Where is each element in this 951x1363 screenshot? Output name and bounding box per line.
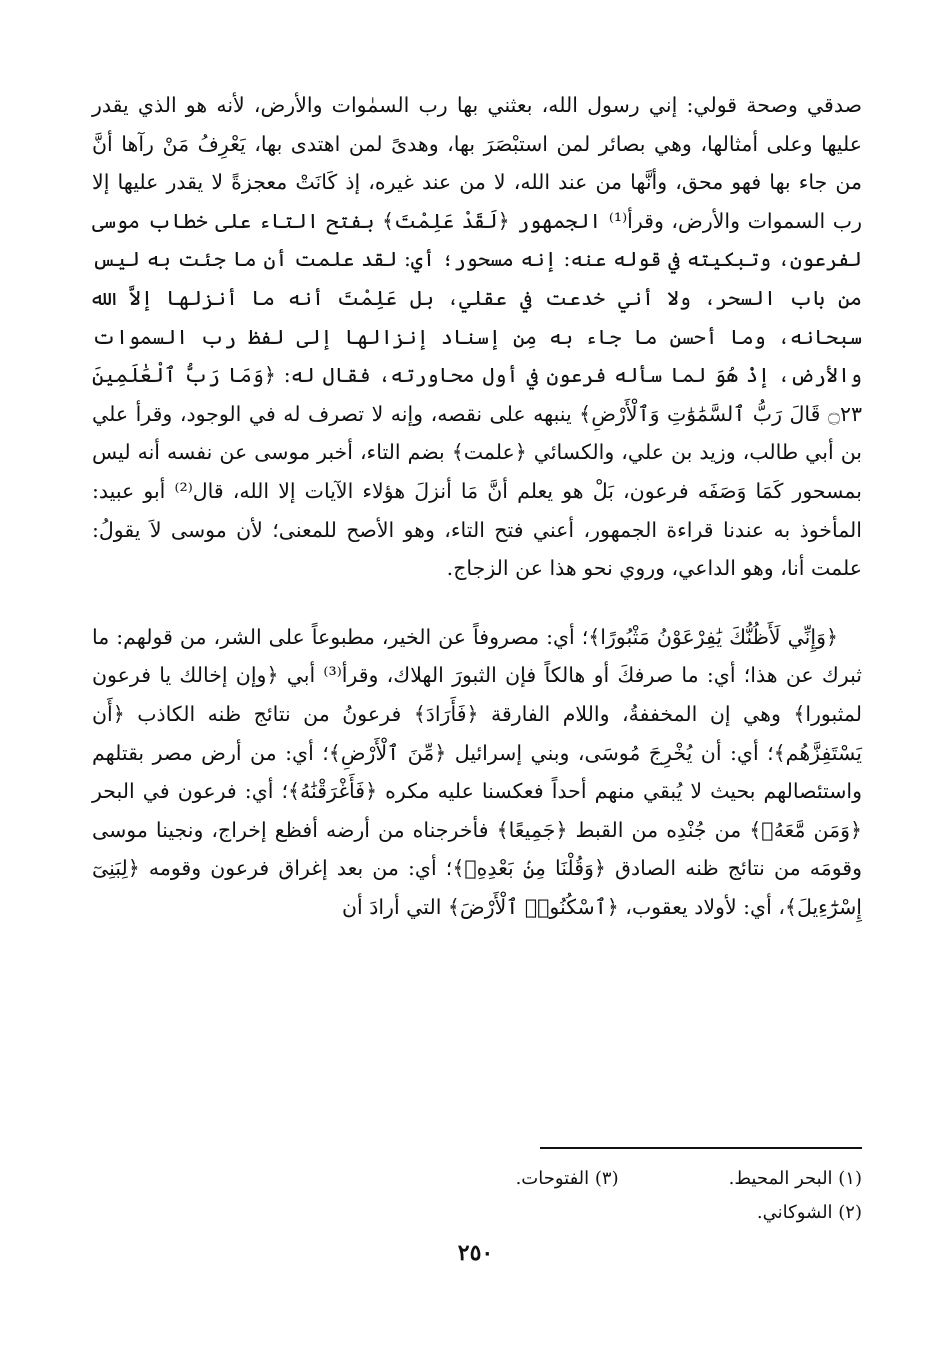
page-number: ٢٥٠	[457, 1240, 494, 1266]
footnote-row-1	[300, 1162, 862, 1196]
footnote-row-2	[300, 1196, 862, 1230]
main-text	[92, 86, 862, 926]
footnotes	[300, 1162, 862, 1230]
paragraph-1: صدقي وصحة قولي: إني رسول الله، بعثني بها رب السمٰوات والأرض، لأنه هو الذي يقدر عليها وعلى أمثالها، وهي بصائر لمن استبْصَرَ بها، وهدىً لمن اهتدى بها، يَعْرِفُ مَنْ رآها أنَّ من جاء بها فهو محق، وأنَّها من عند الله، لا من عند غيره، إذ كَانَتْ معجزةً لا يقدر عليها إلا رب السموات والأرض، وقرأ⁽¹⁾ الجمهور ﴿لَقَدْ عَلِمْتَ﴾ بفتح التاء على خطاب موسى لفرعون، وتبكيته في قوله عنه: إنه مسحور؛ أي: لقد علمت أن ما جئت به ليس من باب السحر، ولا أني خدعت في عقلي، بل عَلِمْتَ أنه ما أنزلها إلاَّ الله سبحانه، وما أحسن ما جاء به مِن إسناد إنزالها إلى لفظ رب السموات والأرض، إذْ هُوَ لما سأله فرعون في أول محاورته، فقال له: ﴿وَمَا رَبُّ ٱلْعَٰلَمِينَ ۝٢٣ قَالَ رَبُّ ٱلسَّمَٰوَٰتِ وَٱلْأَرْضِ﴾ ينبهه على نقصه، وإنه لا تصرف له في الوجود، وقرأ علي بن أبي طالب، وزيد بن علي، والكسائي ﴿علمت﴾ بضم التاء، أخبر موسى عن نفسه أنه ليس بمسحور كَمَا وَصَفَه فرعون، بَلْ هو يعلم أنَّ مَا أنزلَ هؤلاء الآيات إلا الله، قال⁽²⁾ أبو عبيد: المأخوذ به عندنا قراءة الجمهور، أعني فتح التاء، وهو الأصح للمعنى؛ لأن موسى لاَ يقولُ: علمت أنا، وهو الداعي، وروي نحو هذا عن الزجاج.	[92, 93, 862, 581]
footnote-2: (٢) الشوكاني.	[756, 1202, 862, 1223]
paragraph-2: ﴿وَإِنِّي لَأَظُنُّكَ يَٰفِرْعَوْنُ مَثْبُورًا﴾؛ أي: مصروفاً عن الخير، مطبوعاً على الشر، من قولهم: ما ثبرك عن هذا؛ أي: ما صرفكَ أو هالكاً فإن الثبورَ الهلاك، وقرأ⁽³⁾ أبي ﴿وإن إخالك يا فرعون لمثبورا﴾ وهي إن المخففةُ، واللام الفارقة ﴿فَأَرَادَ﴾ فرعونُ من نتائج ظنه الكاذب ﴿أَن يَسْتَفِزَّهُم﴾؛ أي: أن يُخْرِجَ مُوسَى، وبني إسرائيل ﴿مِّنَ ٱلْأَرْضِ﴾؛ أي: من أرض مصر بقتلهم واستئصالهم بحيث لا يُبقي منهم أحداً فعكسنا عليه مكره ﴿فَأَغْرَقْنَٰهُ﴾؛ أي: فرعون في البحر ﴿وَمَن مَّعَهُۥ﴾ من جُنْدِه من القبط ﴿جَمِيعًا﴾ فأخرجناه من أرضه أفظع إخراج، ونجينا موسى وقومَه من نتائج ظنه الصادق ﴿وَقُلْنَا مِنۢ بَعْدِهِۦ﴾؛ أي: من بعد إغراق فرعون وقومه ﴿لِبَنِىٓ إِسْرَٰٓءِيلَ﴾، أي: لأولاد يعقوب، ﴿ٱسْكُنُوا۟ ٱلْأَرْضَ﴾ التي أرادَ أن	[92, 624, 862, 919]
footnote-1: (١) البحر المحيط.	[728, 1168, 862, 1189]
footnote-3: (٣) الفتوحات.	[515, 1168, 619, 1189]
footnote-divider	[540, 1147, 862, 1149]
